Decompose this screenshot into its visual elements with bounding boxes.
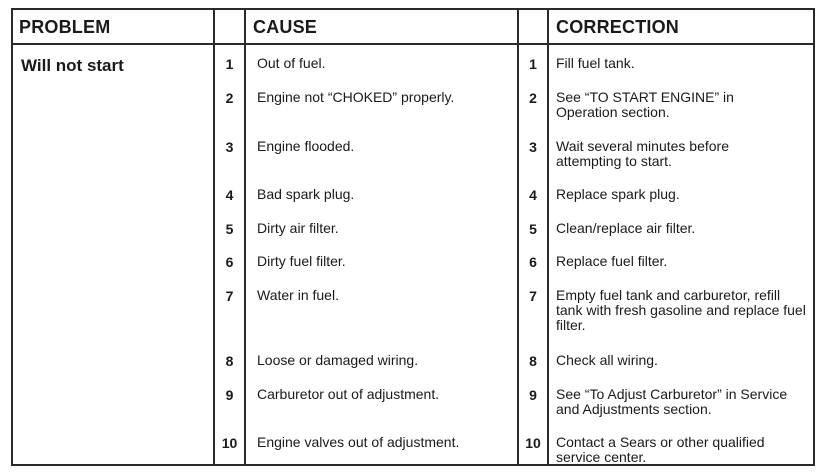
correction-text: Empty fuel tank and carburetor, refill tank with fresh gasoline and replace fuel filter. <box>556 287 806 333</box>
correction-number: 4 <box>529 187 537 203</box>
cause-text: Engine flooded. <box>257 138 355 154</box>
correction-text: Contact a Sears or other qualified service center. <box>556 434 765 465</box>
cause-number: 5 <box>225 221 234 237</box>
correction-text: Fill fuel tank. <box>556 55 635 71</box>
cause-number: 3 <box>225 139 234 155</box>
cause-number: 7 <box>225 288 234 304</box>
header-problem: PROBLEM <box>19 17 111 37</box>
cause-text: Engine valves out of adjustment. <box>257 434 460 450</box>
correction-text: Check all wiring. <box>556 352 658 368</box>
cause-number: 4 <box>225 187 234 203</box>
cause-text: Dirty fuel filter. <box>257 253 346 269</box>
cause-text: Bad spark plug. <box>257 186 355 202</box>
header-cause: CAUSE <box>253 17 318 37</box>
correction-text: Replace spark plug. <box>556 186 680 202</box>
correction-number: 9 <box>529 387 537 403</box>
cause-number: 10 <box>221 435 238 451</box>
header-correction: CORRECTION <box>556 17 679 37</box>
cause-text: Loose or damaged wiring. <box>257 352 419 368</box>
correction-text: Clean/replace air filter. <box>556 220 696 236</box>
troubleshooting-table <box>11 8 815 466</box>
column-divider <box>547 10 549 464</box>
correction-number: 6 <box>529 254 537 270</box>
correction-number: 10 <box>525 435 541 451</box>
cause-text: Engine not “CHOKED” properly. <box>257 89 455 105</box>
column-divider <box>244 10 246 464</box>
correction-number: 3 <box>529 139 537 155</box>
header-divider <box>13 43 813 45</box>
correction-text: See “To Adjust Carburetor” in Service and Adjustments section. <box>556 386 788 417</box>
cause-number: 8 <box>225 353 234 369</box>
cause-text: Water in fuel. <box>257 287 339 303</box>
problem-cell: Will not start <box>21 56 124 75</box>
correction-number: 8 <box>529 353 537 369</box>
correction-number: 7 <box>529 288 537 304</box>
correction-text: Replace fuel filter. <box>556 253 668 269</box>
cause-number: 1 <box>225 56 234 72</box>
correction-number: 2 <box>529 90 537 106</box>
correction-text: Wait several minutes before attempting to start. <box>556 138 729 169</box>
correction-text: See “TO START ENGINE” in Operation section. <box>556 89 734 120</box>
correction-number: 5 <box>529 221 537 237</box>
cause-number: 6 <box>225 254 234 270</box>
cause-number: 2 <box>225 90 234 106</box>
correction-number: 1 <box>529 56 537 72</box>
cause-text: Carburetor out of adjustment. <box>257 386 440 402</box>
cause-text: Out of fuel. <box>257 55 326 71</box>
cause-text: Dirty air filter. <box>257 220 339 236</box>
cause-number: 9 <box>225 387 234 403</box>
